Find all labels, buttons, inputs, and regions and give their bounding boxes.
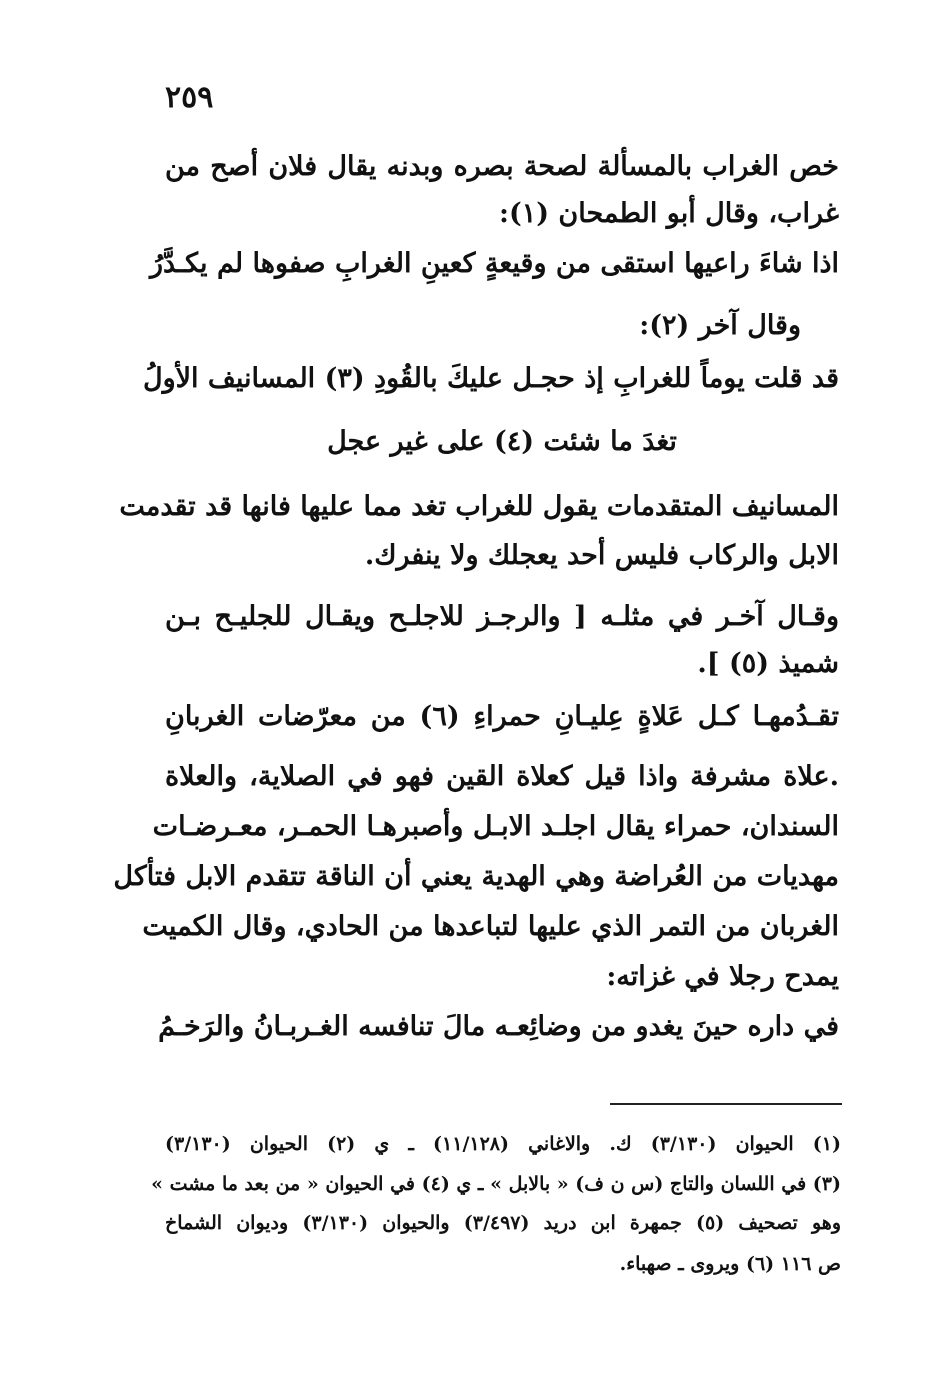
footnote-divider bbox=[610, 1103, 842, 1105]
page-number: ٢٥٩ bbox=[165, 80, 214, 115]
text-line-7: شميذ (٥) ]. bbox=[697, 648, 839, 679]
text-line-9: السندان، حمراء يقال اجلـد الابـل وأصبرهـا الحمـر، معـرضـات bbox=[152, 811, 839, 842]
verse-line-2: قد قلت يوماً للغرابِ إذ حجـل عليكَ بالقُودِ (٣) المسانيف الأولُ bbox=[142, 363, 839, 394]
text-line-4: المسانيف المتقدمات يقول للغراب تغد مما عليها فانها قد تقدمت bbox=[119, 491, 839, 522]
text-line-6: وقـال آخـر في مثلـه [ والرجـز للاجلـح ويقـال للجليـح بـن bbox=[165, 601, 839, 632]
footnote-line-3: وهو تصحيف (٥) جمهرة ابن دريد (٣/٤٩٧) والحيوان (٣/١٣٠) وديوان الشماخ bbox=[165, 1212, 842, 1234]
text-line-8: .علاة مشرفة واذا قيل كعلاة القين فهو في الصلاية، والعلاة bbox=[165, 761, 839, 792]
text-line-5: الابل والركاب فليس أحد يعجلك ولا ينفرك. bbox=[364, 540, 839, 571]
text-line-2: غراب، وقال أبو الطمحان (١): bbox=[498, 198, 839, 229]
text-line-3: وقال آخر (٢): bbox=[639, 310, 801, 341]
text-line-1: خص الغراب بالمسألة لصحة بصره وبدنه يقال فلان أصح من bbox=[165, 151, 839, 182]
verse-line-4: تقـدُمهـا كـل عَلاةٍ عِليـانِ حمراءِ (٦) من معرّضات الغربانِ bbox=[165, 701, 839, 732]
footnote-line-1: (١) الحيوان (٣/١٣٠) ك. والاغاني (١١/١٢٨) ـ ي (٢) الحيوان (٣/١٣٠) bbox=[165, 1133, 842, 1155]
footnote-line-4: ص ١١٦ (٦) ويروى ـ صهباء. bbox=[619, 1253, 841, 1275]
verse-line-3: تغدَ ما شئت (٤) على غير عجل bbox=[327, 426, 677, 457]
footnote-line-2: (٣) في اللسان والتاج (س ن ف) « بالابل » ـ ي (٤) في الحيوان « من بعد ما مشت » bbox=[151, 1173, 841, 1195]
text-line-12: يمدح رجلا في غزاته: bbox=[606, 961, 839, 992]
verse-line-5: في داره حينَ يغدو من وضائِعـه مالَ تنافسه الغـربـانُ والرَخـمُ bbox=[158, 1011, 839, 1042]
verse-line-1: اذا شاءَ راعيها استقى من وقيعةٍ كعينِ الغرابِ صفوها لم يكـدَّرُ bbox=[150, 248, 839, 279]
text-line-11: الغربان من التمر الذي عليها لتباعدها من الحادي، وقال الكميت bbox=[142, 911, 839, 942]
text-line-10: مهديات من العُراضة وهي الهدية يعني أن الناقة تتقدم الابل فتأكل bbox=[113, 861, 839, 892]
